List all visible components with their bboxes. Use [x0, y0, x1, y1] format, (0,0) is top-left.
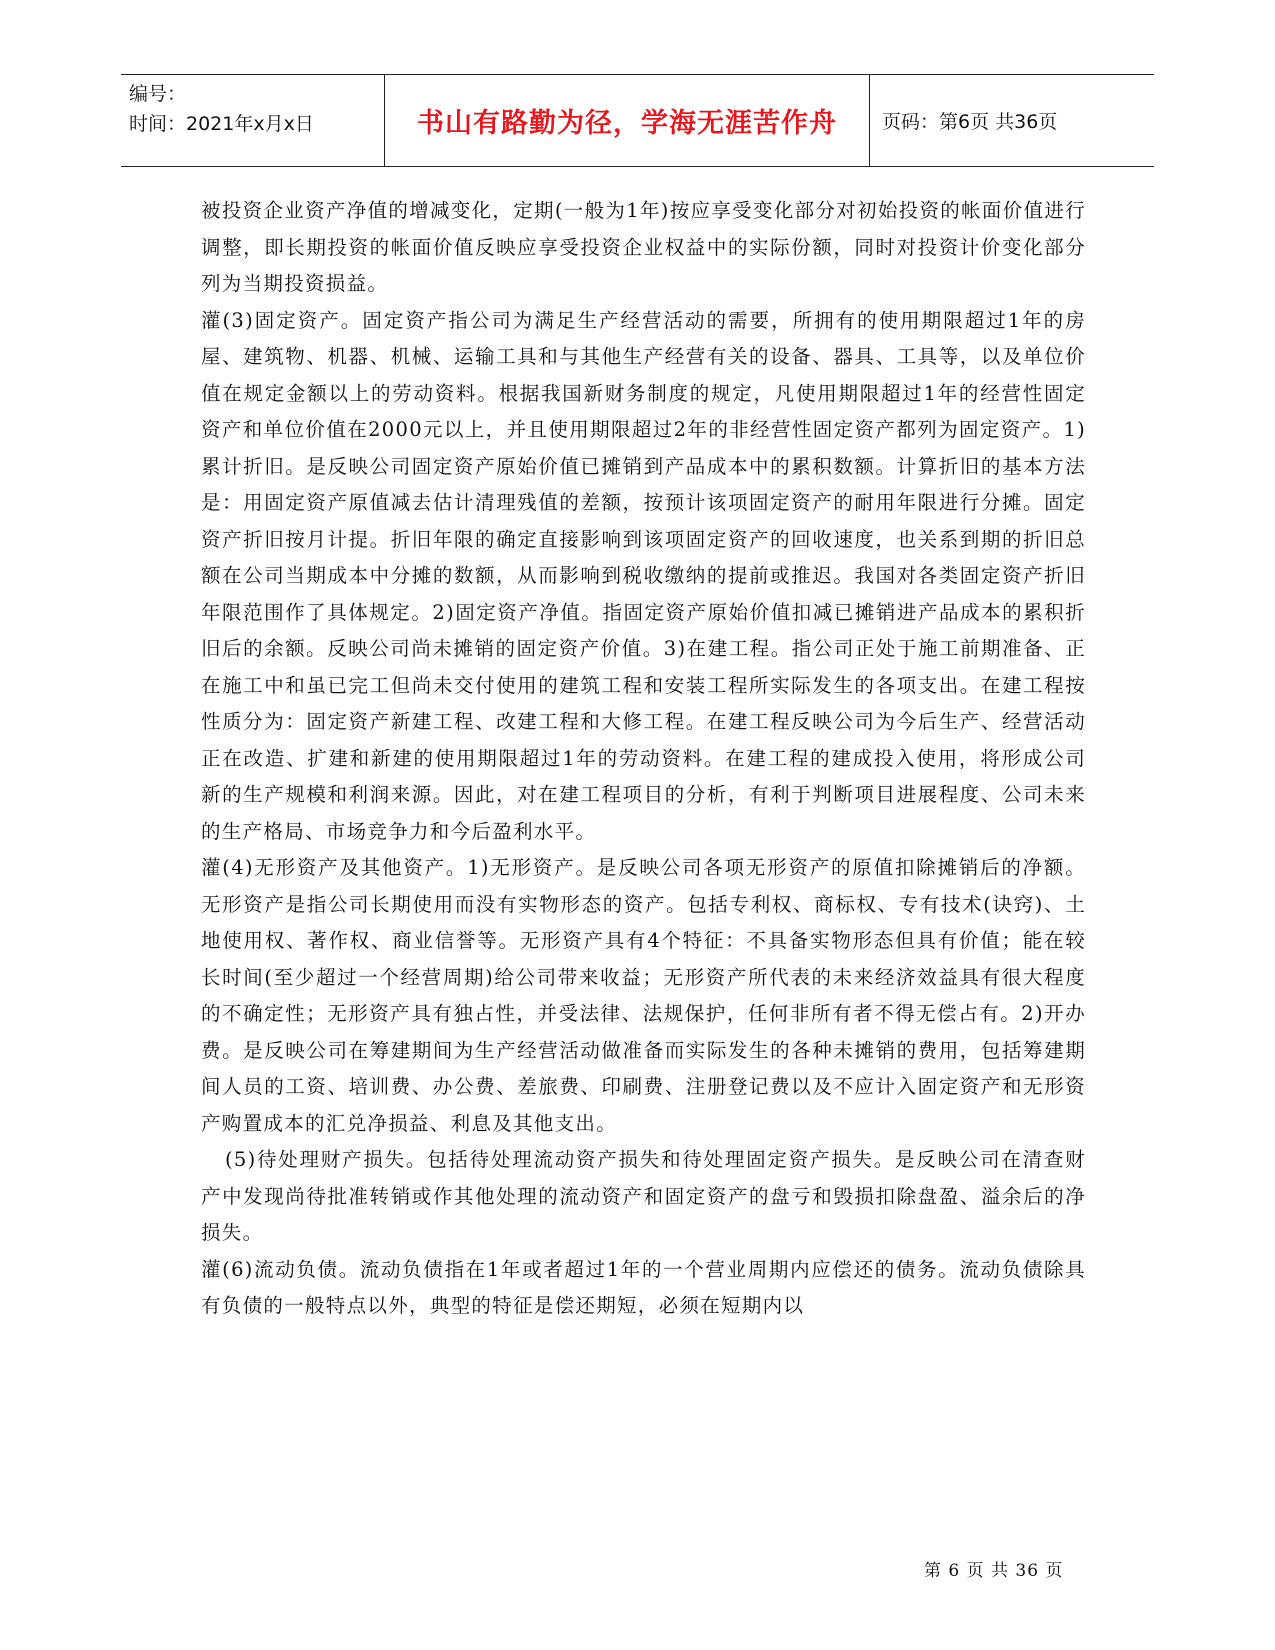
header-meta-cell: [121, 75, 385, 166]
document-body: [201, 193, 1086, 1325]
motto-text: 书山有路勤为径，学海无涯苦作舟: [417, 108, 837, 139]
page-footer: 第 6 页 共 36 页: [924, 1561, 1064, 1581]
header-motto-cell: [385, 75, 870, 166]
paragraph-current-liabilities: 灌(6)流动负债。流动负债指在1年或者超过1年的一个营业周期内应偿还的债务。流动负债除具有负债的一般特点以外，典型的特征是偿还期短，必须在短期内以: [201, 1257, 1086, 1317]
paragraph-long-term-investment: 被投资企业资产净值的增减变化，定期(一般为1年)按应享受变化部分对初始投资的帐面价值进行调整，即长期投资的帐面价值反映应享受投资企业权益中的实际份额，同时对投资计价变化部分列为当期投资损益。: [201, 199, 1086, 295]
date-label: 时间：2021年x月x日: [129, 113, 314, 135]
header-page-cell: [870, 75, 1154, 166]
paragraph-intangible-assets: 灌(4)无形资产及其他资产。1)无形资产。是反映公司各项无形资产的原值扣除摊销后的净额。无形资产是指公司长期使用而没有实物形态的资产。包括专利权、商标权、专有技术(诀窍)、土地使用权、著作权、商业信誉等。无形资产具有4个特征：不具备实物形态但具有价值；能在较长时间(至少超过一个经营周期)给公司带来收益；无形资产所代表的未来经济效益具有很大程度的不确定性；无形资产具有独占性，并受法律、法规保护，任何非所有者不得无偿占有。2)开办费。是反映公司在筹建期间为生产经营活动做准备而实际发生的各种未摊销的费用，包括筹建期间人员的工资、培训费、办公费、差旅费、印刷费、注册登记费以及不应计入固定资产和无形资产购置成本的汇兑净损益、利息及其他支出。: [201, 856, 1086, 1135]
paragraph-pending-losses: (5)待处理财产损失。包括待处理流动资产损失和待处理固定资产损失。是反映公司在清查财产中发现尚待批准转销或作其他处理的流动资产和固定资产的盘亏和毁损扣除盘盈、溢余后的净损失。: [201, 1148, 1086, 1244]
header-page-number: 页码：第6页 共36页: [882, 111, 1058, 133]
paragraph-fixed-assets: 灌(3)固定资产。固定资产指公司为满足生产经营活动的需要，所拥有的使用期限超过1年的房屋、建筑物、机器、机械、运输工具和与其他生产经营有关的设备、器具、工具等，以及单位价值在规定金额以上的劳动资料。根据我国新财务制度的规定，凡使用期限超过1年的经营性固定资产和单位价值在2000元以上，并且使用期限超过2年的非经营性固定资产都列为固定资产。1)累计折旧。是反映公司固定资产原始价值已摊销到产品成本中的累积数额。计算折旧的基本方法是：用固定资产原值减去估计清理残值的差额，按预计该项固定资产的耐用年限进行分摊。固定资产折旧按月计提。折旧年限的确定直接影响到该项固定资产的回收速度，也关系到期的折旧总额在公司当期成本中分摊的数额，从而影响到税收缴纳的提前或推迟。我国对各类固定资产折旧年限范围作了具体规定。2)固定资产净值。指固定资产原始价值扣减已摊销进产品成本的累积折旧后的余额。反映公司尚未摊销的固定资产价值。3)在建工程。指公司正处于施工前期准备、正在施工中和虽已完工但尚未交付使用的建筑工程和安装工程所实际发生的各项支出。在建工程按性质分为：固定资产新建工程、改建工程和大修工程。在建工程反映公司为今后生产、经营活动正在改造、扩建和新建的使用期限超过1年的劳动资料。在建工程的建成投入使用，将形成公司新的生产规模和利润来源。因此，对在建工程项目的分析，有利于判断项目进展程度、公司未来的生产格局、市场竞争力和今后盈利水平。: [201, 308, 1086, 843]
page-header: [121, 74, 1154, 167]
serial-number-label: 编号：: [129, 83, 187, 105]
